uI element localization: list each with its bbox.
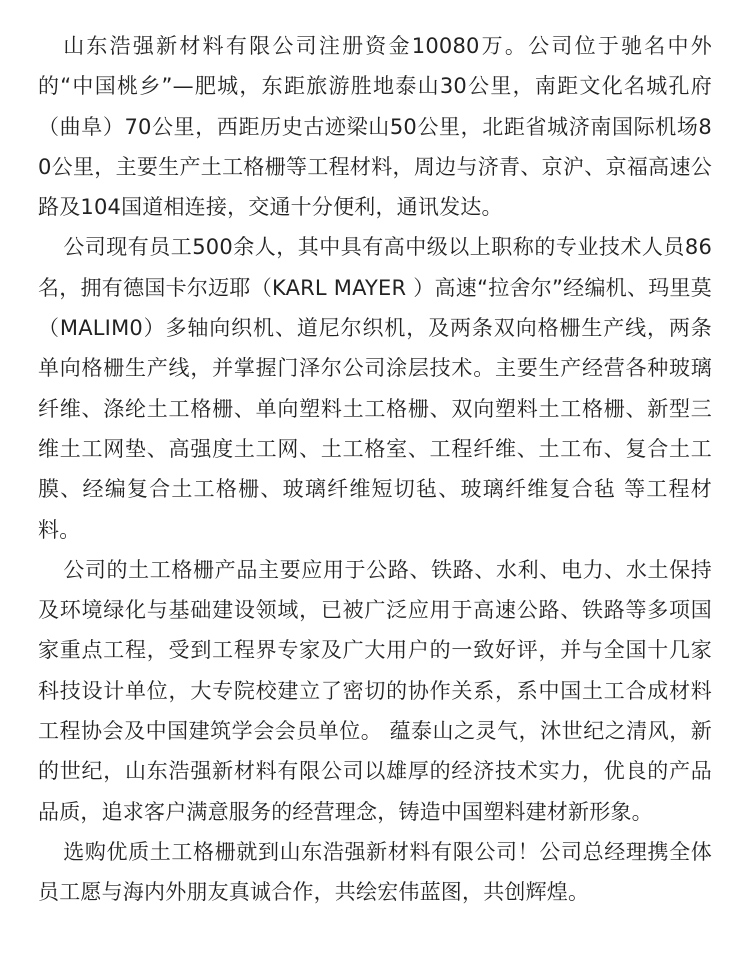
company-profile-article	[38, 26, 712, 913]
paragraph-company-location: 山东浩强新材料有限公司注册资金10080万。公司位于驰名中外的“中国桃乡”—肥城，东距旅游胜地泰山30公里，南距文化名城孔府（曲阜）70公里，西距历史古迹梁山50公里，北距省城济南国际机场80公里，主要生产土工格栅等工程材料，周边与济青、京沪、京福高速公路及104国道相连接，交通十分便利，通讯发达。	[38, 34, 712, 220]
paragraph-staff-and-products: 公司现有员工500余人，其中具有高中级以上职称的专业技术人员86名，拥有德国卡尔迈耶（KARL MAYER ）高速“拉舍尔”经编机、玛里莫（MALIM0）多轴向织机、道尼尔织机，及两条双向格栅生产线，两条单向格栅生产线，并掌握门泽尔公司涂层技术。主要生产经营各种玻璃纤维、涤纶土工格栅、单向塑料土工格栅、双向塑料土工格栅、新型三维土工网垫、高强度土工网、土工格室、工程纤维、土工布、复合土工膜、经编复合土工格栅、玻璃纤维短切毡、玻璃纤维复合毡 等工程材料。	[38, 235, 712, 542]
paragraph-closing: 选购优质土工格栅就到山东浩强新材料有限公司！公司总经理携全体员工愿与海内外朋友真诚合作，共绘宏伟蓝图，共创辉煌。	[38, 839, 712, 905]
paragraph-applications: 公司的土工格栅产品主要应用于公路、铁路、水利、电力、水土保持及环境绿化与基础建设领域，已被广泛应用于高速公路、铁路等多项国家重点工程，受到工程界专家及广大用户的一致好评，并与全国十几家科技设计单位，大专院校建立了密切的协作关系，系中国土工合成材料工程协会及中国建筑学会会员单位。 蕴泰山之灵气，沐世纪之清风，新的世纪，山东浩强新材料有限公司以雄厚的经济技术实力，优良的产品品质，追求客户满意服务的经营理念，铸造中国塑料建材新形象。	[38, 557, 712, 824]
